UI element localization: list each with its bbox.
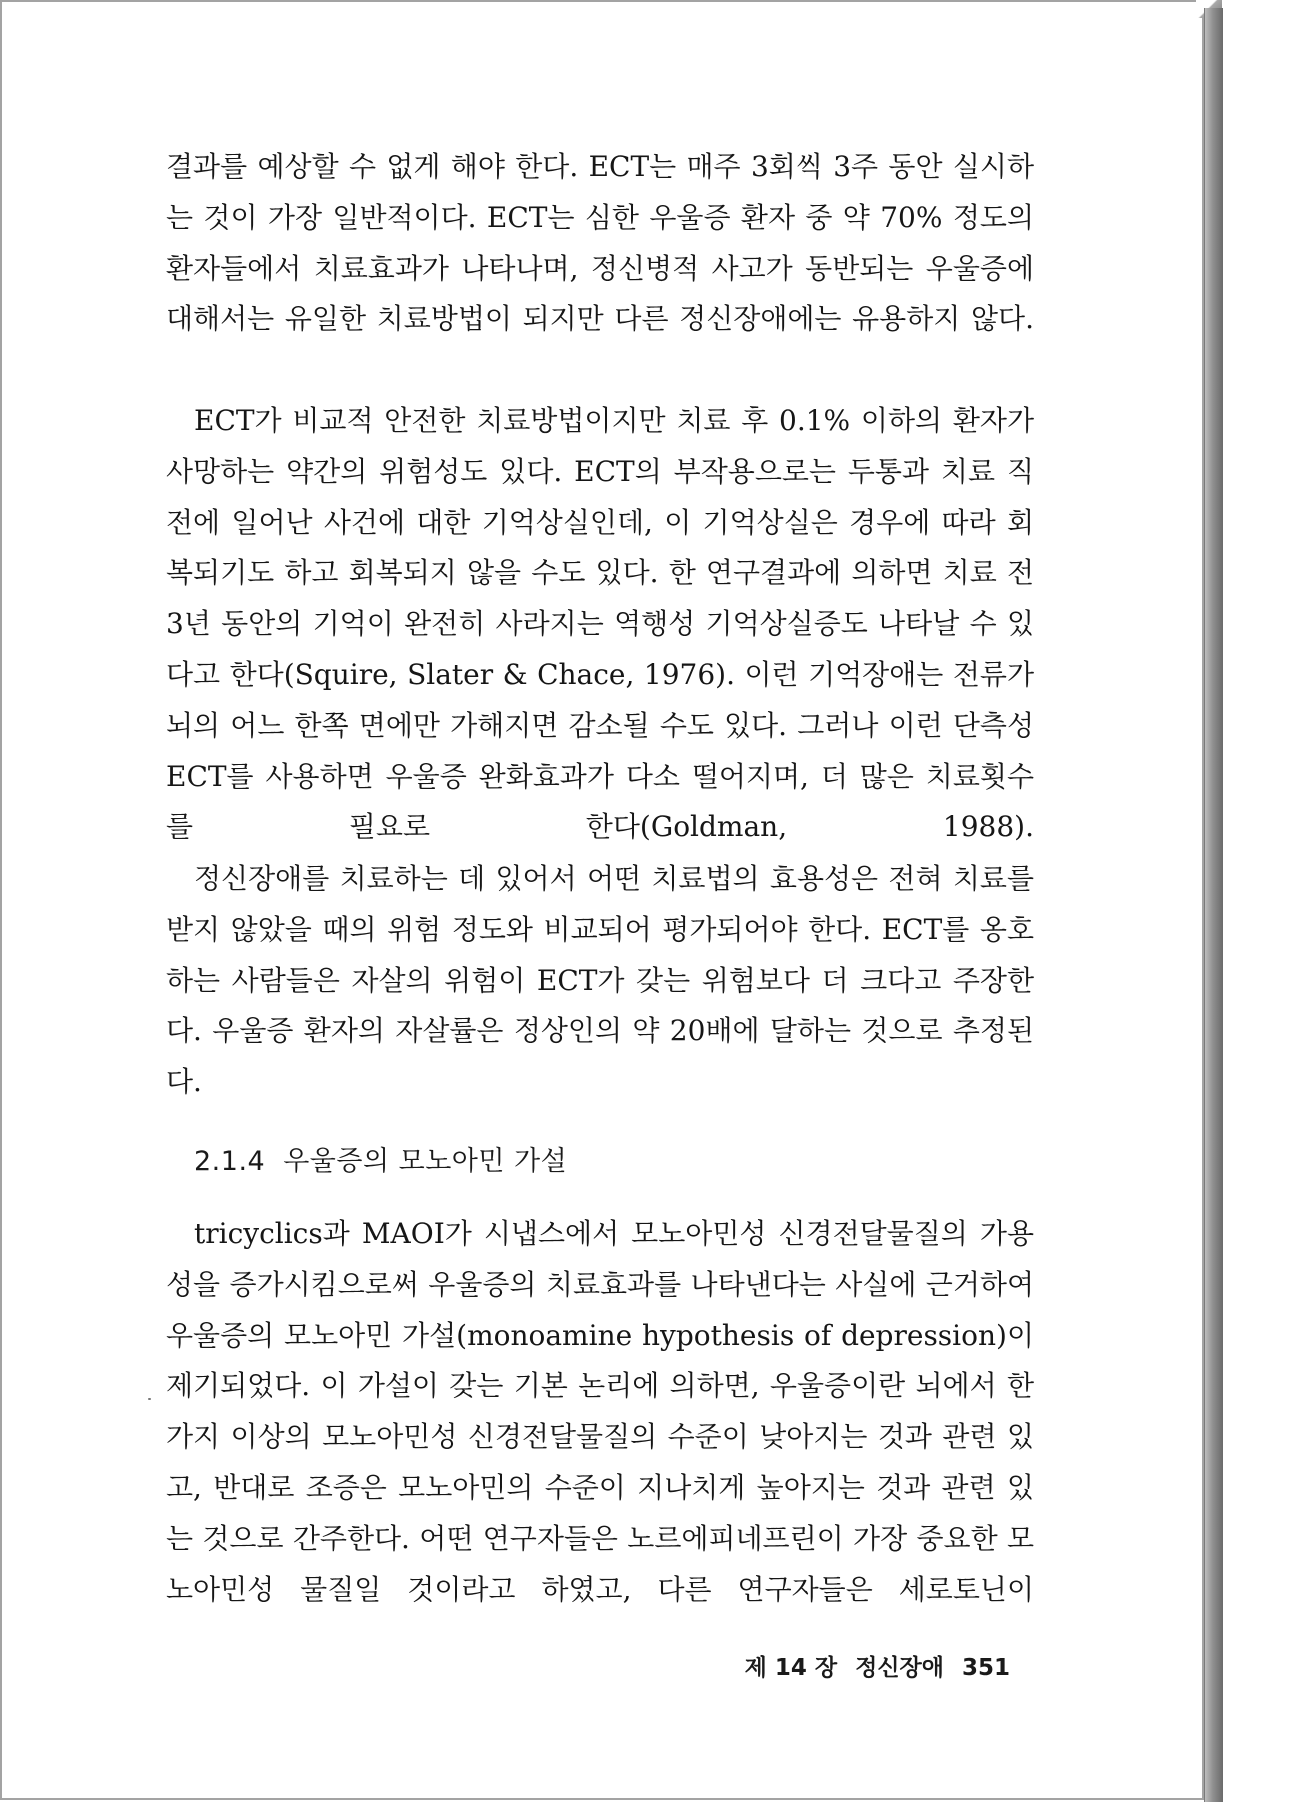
paragraph-treatment-efficacy: 정신장애를 치료하는 데 있어서 어떤 치료법의 효용성은 전혀 치료를 받지 않았을 때의 위험 정도와 비교되어 평가되어야 한다. ECT를 옹호하는 사람들은 자살의 위험이 ECT가 갖는 위험보다 더 크다고 주장한다. 우울증 환자의 자살률은 정상인의 약 20배에 달하는 것으로 추정된다. [166, 862, 1034, 1099]
page-footer [745, 1652, 1010, 1684]
paragraph-ect-schedule: 결과를 예상할 수 없게 해야 한다. ECT는 매주 3회씩 3주 동안 실시하는 것이 가장 일반적이다. ECT는 심한 우울증 환자 중 약 70% 정도의 환자들에서 치료효과가 나타나며, 정신병적 사고가 동반되는 우울증에 대해서는 유일한 치료방법이 되지만 다른 정신장애에는 유용하지 않다. [166, 150, 1034, 336]
section-number: 2.1.4 [194, 1146, 266, 1177]
paragraph-monoamine-hypothesis: tricyclics과 MAOI가 시냅스에서 모노아민성 신경전달물질의 가용성을 증가시킴으로써 우울증의 치료효과를 나타낸다는 사실에 근거하여 우울증의 모노아민 가설(monoamine hypothesis of depression)이 제기되었다. 이 가설이 갖는 기본 논리에 의하면, 우울증이란 뇌에서 한 가지 이상의 모노아민성 신경전달물질의 수준이 낮아지는 것과 관련 있고, 반대로 조증은 모노아민의 수준이 지나치게 높아지는 것과 관련 있는 것으로 간주한다. 어떤 연구자들은 노르에피네프린이 가장 중요한 모노아민성 물질일 것이라고 하였고, 다른 연구자들은 세로토닌이 [166, 1217, 1034, 1606]
page-edge-shadow [1204, 8, 1223, 1802]
section-title: 우울증의 모노아민 가설 [283, 1146, 568, 1177]
paragraph-ect-risks: ECT가 비교적 안전한 치료방법이지만 치료 후 0.1% 이하의 환자가 사망하는 약간의 위험성도 있다. ECT의 부작용으로는 두통과 치료 직전에 일어난 사건에 대한 기억상실인데, 이 기억상실은 경우에 따라 회복되기도 하고 회복되지 않을 수도 있다. 한 연구결과에 의하면 치료 전 3년 동안의 기억이 완전히 사라지는 역행성 기억상실증도 나타날 수 있다고 한다(Squire, Slater & Chace, 1976). 이런 기억장애는 전류가 뇌의 어느 한쪽 면에만 가해지면 감소될 수도 있다. 그러나 이런 단측성 ECT를 사용하면 우울증 완화효과가 다소 떨어지며, 더 많은 치료횟수를 필요로 한다(Goldman, 1988). [166, 404, 1034, 844]
chapter-label: 제 14 장 [744, 1655, 838, 1681]
section-heading [194, 1137, 567, 1187]
chapter-title: 정신장애 [855, 1655, 944, 1681]
scan-speck [148, 1398, 151, 1400]
page-number: 351 [961, 1655, 1010, 1681]
